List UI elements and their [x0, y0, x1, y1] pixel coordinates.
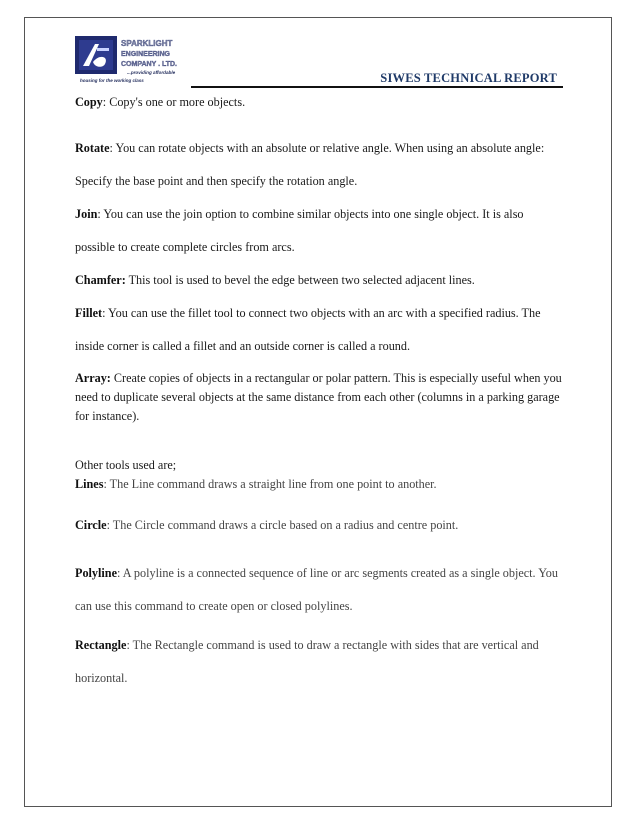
logo-name-line1: SPARKLIGHT — [121, 39, 173, 48]
term-polyline: Polyline — [75, 566, 117, 580]
description-rectangle: : The Rectangle command is used to draw a rectangle with sides that are vertical and horizontal. — [75, 638, 539, 685]
paragraph-fillet — [75, 297, 565, 363]
logo-tagline: housing for the working class — [80, 78, 144, 83]
logo-name-line3: COMPANY . LTD. — [121, 61, 177, 68]
company-logo — [75, 36, 195, 78]
paragraph-rectangle — [75, 629, 565, 695]
paragraph-copy — [75, 93, 565, 112]
report-title: SIWES TECHNICAL REPORT — [380, 71, 557, 85]
term-rotate: Rotate — [75, 141, 110, 155]
term-copy: Copy — [75, 95, 103, 109]
description-chamfer: This tool is used to bevel the edge between two selected adjacent lines. — [125, 273, 475, 287]
other-tools-intro: Other tools used are; — [75, 458, 177, 472]
document-body — [75, 93, 565, 695]
paragraph-chamfer — [75, 264, 565, 297]
term-join: Join — [75, 207, 98, 221]
description-join: : You can use the join option to combine similar objects into one single object. It is also possible to create complete circles from arcs. — [75, 207, 524, 254]
header-rule — [191, 86, 563, 88]
term-chamfer: Chamfer: — [75, 273, 126, 287]
description-polyline: : A polyline is a connected sequence of line or arc segments created as a single object. You can use this command to create open or closed polylines. — [75, 566, 558, 613]
description-fillet: : You can use the fillet tool to connect two objects with an arc with a specified radius. The inside corner is called a fillet and an outside corner is called a round. — [75, 306, 541, 353]
paragraph-circle — [75, 516, 565, 535]
term-fillet: Fillet — [75, 306, 103, 320]
paragraph-array — [75, 369, 565, 426]
logo-slogan: ...providing affordable — [127, 70, 176, 75]
description-rotate: : You can rotate objects with an absolute or relative angle. When using an absolute angle: Specify the base point and then specify the rotation angle. — [75, 141, 545, 188]
logo-name-line2: ENGINEERING — [121, 51, 171, 58]
term-rectangle: Rectangle — [75, 638, 127, 652]
term-circle: Circle — [75, 518, 107, 532]
description-lines: : The Line command draws a straight line from one point to another. — [103, 477, 437, 491]
paragraph-polyline — [75, 557, 565, 623]
paragraph-lines — [75, 475, 565, 494]
term-lines: Lines — [75, 477, 104, 491]
description-circle: : The Circle command draws a circle based on a radius and centre point. — [106, 518, 459, 532]
description-copy: : Copy's one or more objects. — [102, 95, 246, 109]
page-header — [75, 36, 563, 88]
paragraph-join — [75, 198, 565, 264]
term-array: Array: — [75, 371, 111, 385]
description-array: Create copies of objects in a rectangular or polar pattern. This is especially useful when you need to duplicate several objects at the same distance from each other (columns in a parking garage for instance). — [75, 371, 562, 423]
paragraph-rotate — [75, 132, 565, 198]
